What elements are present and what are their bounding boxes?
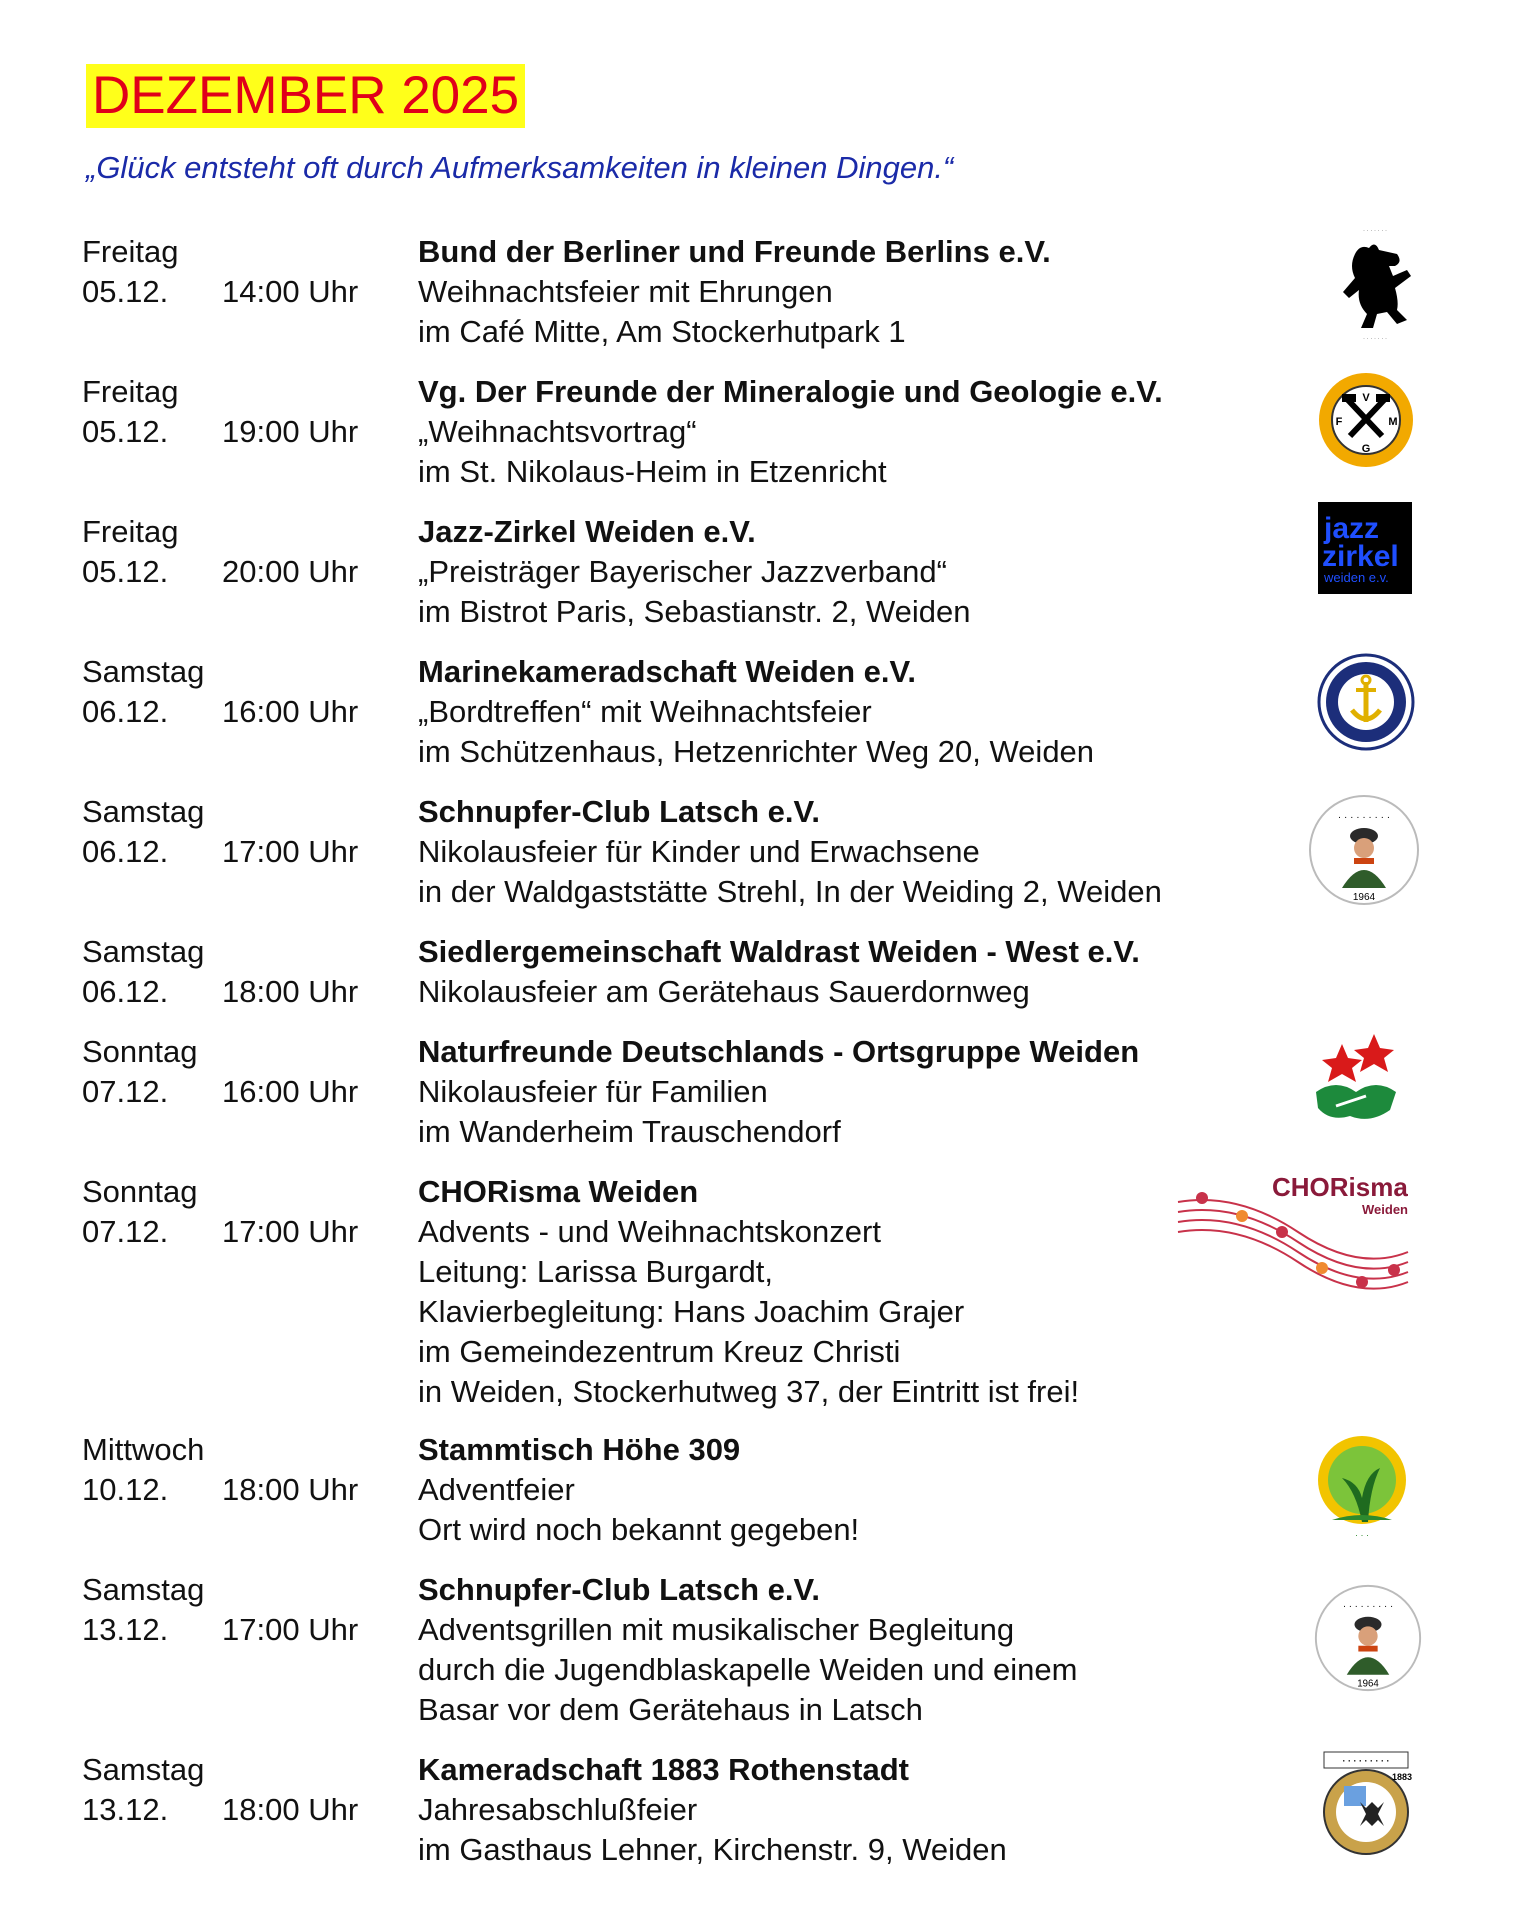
event-day: Samstag (82, 1752, 205, 1787)
event-date: 05.12. (82, 274, 169, 309)
event-date: 05.12. (82, 554, 169, 589)
event-detail-line: im Café Mitte, Am Stockerhutpark 1 (418, 314, 906, 349)
event-date: 13.12. (82, 1612, 169, 1647)
event-day: Samstag (82, 934, 205, 969)
svg-text:· · · · · · · · ·: · · · · · · · · · (1342, 1756, 1390, 1766)
kameradschaft-logo (1316, 1748, 1416, 1860)
event-detail-line: im Schützenhaus, Hetzenrichter Weg 20, Weiden (418, 734, 1095, 769)
event-time: 18:00 Uhr (222, 974, 359, 1009)
svg-text:1883: 1883 (1392, 1772, 1413, 1782)
event-date: 07.12. (82, 1214, 169, 1249)
schnupferclub-logo (1306, 792, 1422, 908)
event-day: Sonntag (82, 1174, 198, 1209)
event-date: 13.12. (82, 1792, 169, 1827)
event-date: 07.12. (82, 1074, 169, 1109)
naturfreunde-logo (1306, 1028, 1406, 1130)
event-organizer: Schnupfer-Club Latsch e.V. (418, 1572, 820, 1607)
event-date: 05.12. (82, 414, 169, 449)
event-day: Samstag (82, 654, 205, 689)
svg-text:jazz: jazz (1324, 512, 1380, 545)
event-detail-line: Jahresabschlußfeier (418, 1792, 698, 1827)
schnupferclub-logo (1310, 1582, 1426, 1694)
event-detail-line: im Gemeindezentrum Kreuz Christi (418, 1334, 901, 1369)
event-details (418, 1470, 859, 1550)
event-time: 20:00 Uhr (222, 554, 359, 589)
event-date: 06.12. (82, 694, 169, 729)
anchor-logo (1316, 652, 1416, 752)
event-organizer: Schnupfer-Club Latsch e.V. (418, 794, 820, 829)
event-organizer: CHORisma Weiden (418, 1174, 699, 1209)
event-detail-line: in Weiden, Stockerhutweg 37, der Eintritt ist frei! (418, 1374, 1080, 1409)
event-day: Samstag (82, 1572, 205, 1607)
event-time: 18:00 Uhr (222, 1472, 359, 1507)
svg-text:· · · · · · ·: · · · · · · · (1363, 336, 1387, 342)
event-details (418, 1212, 1079, 1412)
event-detail-line: „Weihnachtsvortrag“ (418, 414, 697, 449)
event-time: 18:00 Uhr (222, 1792, 359, 1827)
event-day: Freitag (82, 234, 179, 269)
event-row (0, 1750, 1527, 1870)
event-organizer: Kameradschaft 1883 Rothenstadt (418, 1752, 909, 1787)
svg-text:1964: 1964 (1352, 892, 1376, 903)
event-row (0, 652, 1527, 772)
event-detail-line: Adventsgrillen mit musikalischer Begleitung (418, 1612, 1015, 1647)
quote: „Glück entsteht oft durch Aufmerksamkeiten in kleinen Dingen.“ (86, 150, 954, 185)
event-row (0, 1570, 1527, 1730)
event-time: 16:00 Uhr (222, 1074, 359, 1109)
event-row (0, 512, 1527, 632)
svg-text:1964: 1964 (1357, 1678, 1379, 1690)
hoehe309-logo (1312, 1432, 1412, 1542)
event-detail-line: Nikolausfeier am Gerätehaus Sauerdornweg (418, 974, 1030, 1009)
event-detail-line: „Preisträger Bayerischer Jazzverband“ (418, 554, 947, 589)
event-detail-line: Nikolausfeier für Kinder und Erwachsene (418, 834, 980, 869)
mineralogy-logo (1316, 370, 1416, 470)
event-time: 17:00 Uhr (222, 1214, 359, 1249)
svg-text:CHORisma: CHORisma (1272, 1172, 1408, 1202)
svg-text:V: V (1362, 392, 1370, 404)
event-day: Samstag (82, 794, 205, 829)
event-detail-line: „Bordtreffen“ mit Weihnachtsfeier (418, 694, 872, 729)
svg-text:zirkel: zirkel (1322, 540, 1399, 573)
jazz-zirkel-logo (1318, 502, 1412, 594)
event-organizer: Jazz-Zirkel Weiden e.V. (418, 514, 756, 549)
event-details (418, 692, 1094, 772)
event-row (0, 232, 1527, 352)
chorisma-logo (1172, 1172, 1412, 1312)
event-date: 06.12. (82, 974, 169, 1009)
svg-text:· · · · · · · · ·: · · · · · · · · · (1342, 1601, 1394, 1613)
event-detail-line: Leitung: Larissa Burgardt, (418, 1254, 773, 1289)
event-day: Freitag (82, 514, 179, 549)
event-organizer: Marinekameradschaft Weiden e.V. (418, 654, 916, 689)
event-detail-line: im Gasthaus Lehner, Kirchenstr. 9, Weiden (418, 1832, 1007, 1867)
event-details (418, 1790, 1007, 1870)
event-detail-line: Klavierbegleitung: Hans Joachim Grajer (418, 1294, 965, 1329)
event-details (418, 1610, 1078, 1730)
event-organizer: Siedlergemeinschaft Waldrast Weiden - West e.V. (418, 934, 1140, 969)
event-row (0, 372, 1527, 492)
svg-text:F: F (1335, 416, 1343, 428)
event-detail-line: Ort wird noch bekannt gegeben! (418, 1512, 860, 1547)
event-detail-line: Weihnachtsfeier mit Ehrungen (418, 274, 833, 309)
svg-text:G: G (1361, 443, 1371, 455)
page-title: DEZEMBER 2025 (86, 64, 525, 128)
svg-text:Weiden: Weiden (1362, 1202, 1408, 1217)
event-date: 10.12. (82, 1472, 169, 1507)
event-details (418, 412, 887, 492)
event-day: Mittwoch (82, 1432, 205, 1467)
event-day: Freitag (82, 374, 179, 409)
event-time: 14:00 Uhr (222, 274, 359, 309)
svg-text:· · · · · · ·: · · · · · · · (1363, 228, 1387, 234)
event-detail-line: im Wanderheim Trauschendorf (418, 1114, 841, 1149)
event-detail-line: Nikolausfeier für Familien (418, 1074, 768, 1109)
event-time: 17:00 Uhr (222, 834, 359, 869)
event-day: Sonntag (82, 1034, 198, 1069)
event-time: 19:00 Uhr (222, 414, 359, 449)
berlin-bear-logo (1325, 224, 1425, 344)
event-row (0, 1032, 1527, 1152)
event-detail-line: Advents - und Weihnachtskonzert (418, 1214, 881, 1249)
event-detail-line: durch die Jugendblaskapelle Weiden und einem (418, 1652, 1078, 1687)
event-details (418, 832, 1162, 912)
event-row (0, 1430, 1527, 1550)
svg-text:weiden e.v.: weiden e.v. (1324, 570, 1389, 585)
event-row (0, 792, 1527, 912)
event-organizer: Stammtisch Höhe 309 (418, 1432, 741, 1467)
event-details (418, 972, 1030, 1012)
event-date: 06.12. (82, 834, 169, 869)
event-details (418, 272, 906, 352)
event-detail-line: Basar vor dem Gerätehaus in Latsch (418, 1692, 923, 1727)
event-row (0, 932, 1527, 1012)
event-detail-line: Adventfeier (418, 1472, 575, 1507)
event-detail-line: in der Waldgaststätte Strehl, In der Weiding 2, Weiden (418, 874, 1162, 909)
event-time: 16:00 Uhr (222, 694, 359, 729)
event-organizer: Naturfreunde Deutschlands - Ortsgruppe Weiden (418, 1034, 1140, 1069)
svg-text:· · ·: · · · (1355, 1530, 1369, 1540)
event-organizer: Vg. Der Freunde der Mineralogie und Geologie e.V. (418, 374, 1163, 409)
event-detail-line: im St. Nikolaus-Heim in Etzenricht (418, 454, 887, 489)
event-time: 17:00 Uhr (222, 1612, 359, 1647)
event-organizer: Bund der Berliner und Freunde Berlins e.V. (418, 234, 1051, 269)
svg-text:· · · · · · · · ·: · · · · · · · · · (1337, 812, 1391, 823)
svg-text:M: M (1388, 416, 1398, 428)
event-details (418, 1072, 841, 1152)
event-details (418, 552, 971, 632)
event-detail-line: im Bistrot Paris, Sebastianstr. 2, Weiden (418, 594, 971, 629)
